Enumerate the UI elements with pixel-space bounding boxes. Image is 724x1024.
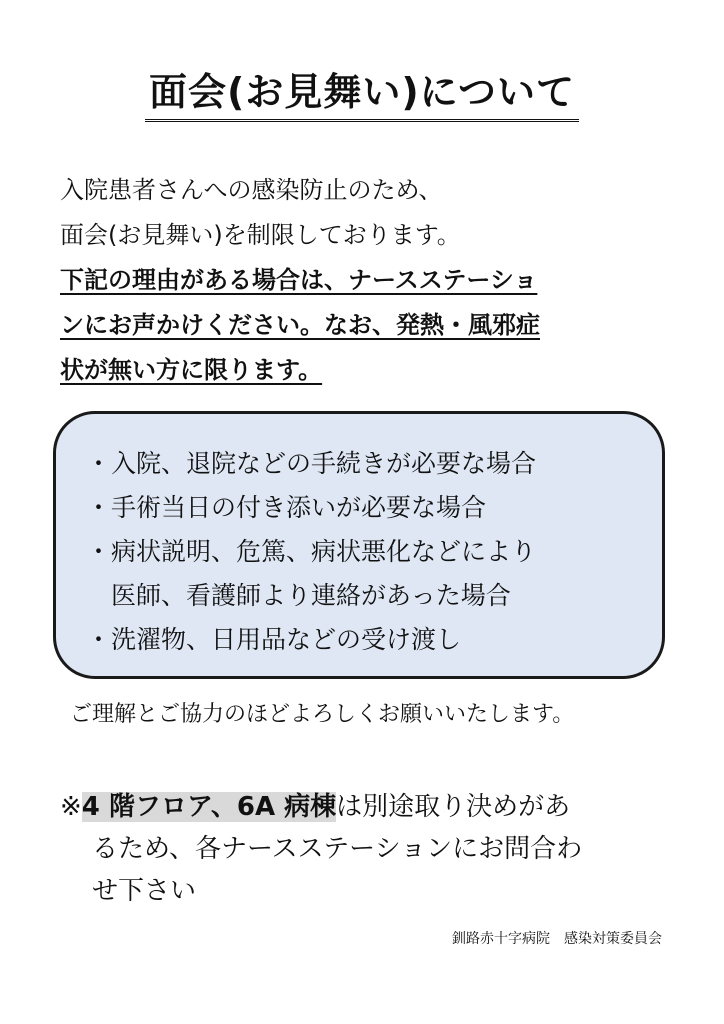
intro-line: 入院患者さんへの感染防止のため、 [60, 176, 443, 204]
intro-bold-line: ンにお声かけください。なお、発熱・風邪症 [60, 311, 540, 339]
reason-item: ・入院、退院などの手続きが必要な場合 [86, 449, 537, 478]
notice-line: せ下さい [92, 876, 197, 906]
notice-line: は別途取り決めがあ [336, 792, 571, 822]
page-title [0, 70, 724, 122]
reason-item: 医師、看護師より連絡があった場合 [86, 581, 511, 610]
notice-text [60, 786, 660, 912]
intro-line: 面会(お見舞い)を制限しております。 [60, 221, 461, 249]
notice-line: るため、各ナースステーションにお問合わ [92, 834, 583, 864]
notice-highlight: 4 階フロア、6A 病棟 [81, 792, 337, 822]
thanks-text: ご理解とご協力のほどよろしくお願いいたします。 [70, 702, 575, 727]
title-text: 面会(お見舞い)について [145, 71, 579, 122]
intro-bold-line: 状が無い方に限ります。 [60, 356, 323, 384]
notice-mark: ※ [60, 792, 82, 822]
reasons-list [86, 442, 642, 662]
reasons-box [53, 411, 665, 679]
footer-signature: 釧路赤十字病院 感染対策委員会 [452, 931, 662, 947]
reason-item: ・手術当日の付き添いが必要な場合 [86, 493, 487, 522]
intro-text [60, 168, 670, 393]
reason-item: ・洗濯物、日用品などの受け渡し [86, 625, 462, 654]
intro-bold-line: 下記の理由がある場合は、ナースステーショ [60, 266, 538, 294]
reason-item: ・病状説明、危篤、病状悪化などにより [86, 537, 537, 566]
